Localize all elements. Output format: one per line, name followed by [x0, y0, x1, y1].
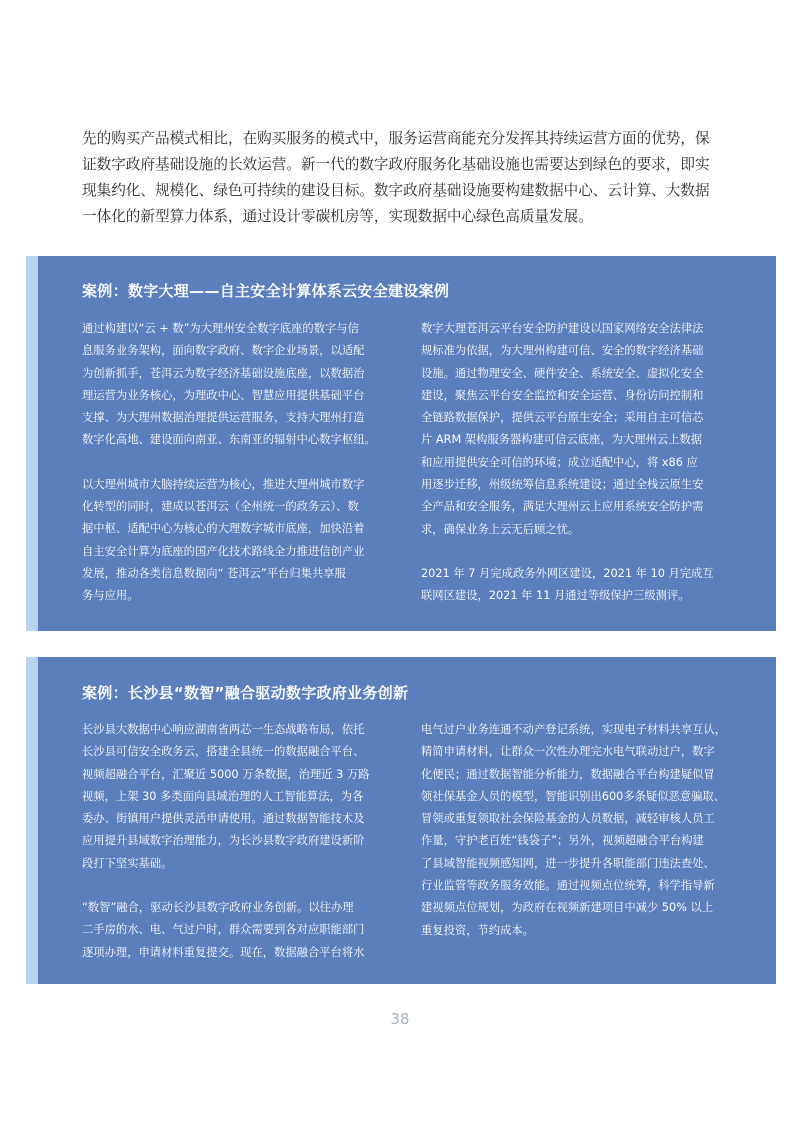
intro-line: 现集约化、规模化、绿色可持续的建设目标。数字政府基础设施要构建数据中心、云计算、大数据 — [82, 182, 710, 199]
text-line: 据中枢、适配中心为核心的大理数字城市底座，加快沿着 — [82, 522, 365, 536]
text-line: 和应用提供安全可信的环境；成立适配中心，将 x86 应 — [421, 455, 698, 469]
case-left-column — [82, 318, 382, 630]
text-line: 二手房的水、电、气过户时，群众需要到各对应职能部门 — [82, 923, 365, 937]
text-line: 长沙县可信安全政务云，搭建全县统一的数据融合平台、 — [82, 745, 365, 759]
text-line: 发展，推动各类信息数据向“ 苍洱云”平台归集共享服 — [82, 566, 346, 580]
text-line: “数智”融合，驱动长沙县数字政府业务创新。以往办理 — [82, 901, 354, 915]
text-line: 建视频点位规划，为政府在视频新建项目中减少 50% 以上 — [421, 901, 714, 915]
text-line: 逐项办理，申请材料重复提交。现在，数据融合平台将水 — [82, 945, 365, 959]
text-line: 化便民；通过数据智能分析能力，数据融合平台构建疑似冒 — [421, 767, 715, 781]
case-paragraph — [82, 719, 382, 875]
text-line: 全链路数据保护，提供云平台原生安全；采用自主可信芯 — [421, 411, 704, 425]
text-line: 建设，聚焦云平台安全监控和安全运营、身份访问控制和 — [421, 388, 704, 402]
page-number: 38 — [390, 1010, 410, 1028]
text-line: 用逐步迁移，州级统筹信息系统建设；通过全栈云原生安 — [421, 478, 704, 492]
text-line: 作量，守护老百姓“钱袋子”；另外，视频超融合平台构建 — [421, 834, 704, 848]
case-study-changsha — [26, 657, 776, 984]
text-line: 数字大理苍洱云平台安全防护建设以国家网络安全法律法 — [421, 322, 704, 335]
text-line: 段打下坚实基础。 — [82, 856, 173, 870]
text-line: 联网区建设，2021 年 11 月通过等级保护三级测评。 — [421, 589, 690, 603]
intro-line: 先的购买产品模式相比，在购买服务的模式中，服务运营商能充分发挥其持续运营方面的优势，保 — [82, 130, 710, 147]
case-paragraph — [82, 474, 382, 608]
text-line: 精简申请材料，让群众一次性办理完水电气联动过户，数字 — [421, 745, 715, 759]
text-line: 全产品和安全服务，满足大理州云上应用系统安全防护需 — [421, 500, 704, 514]
text-line: 行业监管等政务服务效能。通过视频点位统筹，科学指导新 — [421, 879, 715, 893]
case-left-column — [82, 719, 382, 986]
case-paragraph — [82, 897, 382, 964]
text-line: 求，确保业务上云无后顾之忧。 — [421, 522, 580, 536]
intro-line: 一体化的新型算力体系，通过设计零碳机房等，实现数据中心绿色高质量发展。 — [82, 208, 593, 225]
case-paragraph — [421, 318, 721, 541]
text-line: 务与应用。 — [82, 589, 139, 603]
text-line: 理运营为业务核心，为理政中心、智慧应用提供基础平台 — [82, 388, 365, 402]
text-line: 了县域智能视频感知网，进一步提升各职能部门违法查处、 — [421, 856, 715, 870]
text-line: 自主安全计算为底座的国产化技术路线全力推进信创产业 — [82, 544, 365, 558]
text-line: 规标准为依据，为大理州构建可信、安全的数字经济基础 — [421, 344, 704, 358]
case-paragraph — [421, 719, 727, 942]
text-line: 片 ARM 架构服务器构建可信云底座，为大理州云上数据 — [421, 433, 703, 447]
case-study-dali — [26, 256, 776, 631]
case-right-column — [421, 719, 727, 964]
text-line: 为创新抓手，苍洱云为数字经济基础设施底座，以数据治 — [82, 366, 365, 380]
text-line: 数字化高地、建设面向南亚、东南亚的辐射中心数字枢纽。 — [82, 433, 376, 447]
case-paragraph — [82, 318, 382, 452]
text-line: 支撑、为大理州数据治理提供运营服务，支持大理州打造 — [82, 411, 365, 425]
text-line: 2021 年 7 月完成政务外网区建设，2021 年 10 月完成互 — [421, 566, 714, 580]
text-line: 领社保基金人员的模型，智能识别出600多条疑似恶意骗取、 — [421, 789, 725, 803]
case-title: 案例：长沙县“数智”融合驱动数字政府业务创新 — [82, 684, 409, 702]
case-paragraph — [421, 563, 721, 608]
text-line: 视频，上架 30 多类面向县域治理的人工智能算法，为各 — [82, 789, 364, 803]
text-line: 电气过户业务连通不动产登记系统，实现电子材料共享互认， — [421, 723, 727, 736]
text-line: 视频超融合平台，汇聚近 5000 万条数据，治理近 3 万路 — [82, 767, 370, 781]
text-line: 通过构建以“云 + 数”为大理州安全数字底座的数字与信 — [82, 322, 359, 335]
text-line: 委办、街镇用户提供灵活申请使用。通过数据智能技术及 — [82, 812, 365, 826]
intro-paragraph — [82, 126, 716, 230]
text-line: 以大理州城市大脑持续运营为核心，推进大理州城市数字 — [82, 477, 365, 491]
text-line: 息服务业务架构，面向数字政府、数字企业场景，以适配 — [82, 344, 365, 358]
text-line: 应用提升县域数字治理能力，为长沙县数字政府建设新阶 — [82, 834, 365, 848]
text-line: 设施。通过物理安全、硬件安全、系统安全、虚拟化安全 — [421, 366, 704, 380]
case-right-column — [421, 318, 721, 630]
text-line: 长沙县大数据中心响应湖南省两芯一生态战略布局，依托 — [82, 723, 365, 736]
intro-line: 证数字政府基础设施的长效运营。新一代的数字政府服务化基础设施也需要达到绿色的要求，即实 — [82, 156, 710, 173]
case-title: 案例：数字大理——自主安全计算体系云安全建设案例 — [82, 282, 450, 300]
text-line: 重复投资，节约成本。 — [421, 923, 534, 937]
text-line: 化转型的同时，建成以苍洱云（全州统一的政务云）、数 — [82, 500, 359, 514]
text-line: 冒领或重复领取社会保险基金的人员数据，减轻审核人员工 — [421, 812, 715, 826]
